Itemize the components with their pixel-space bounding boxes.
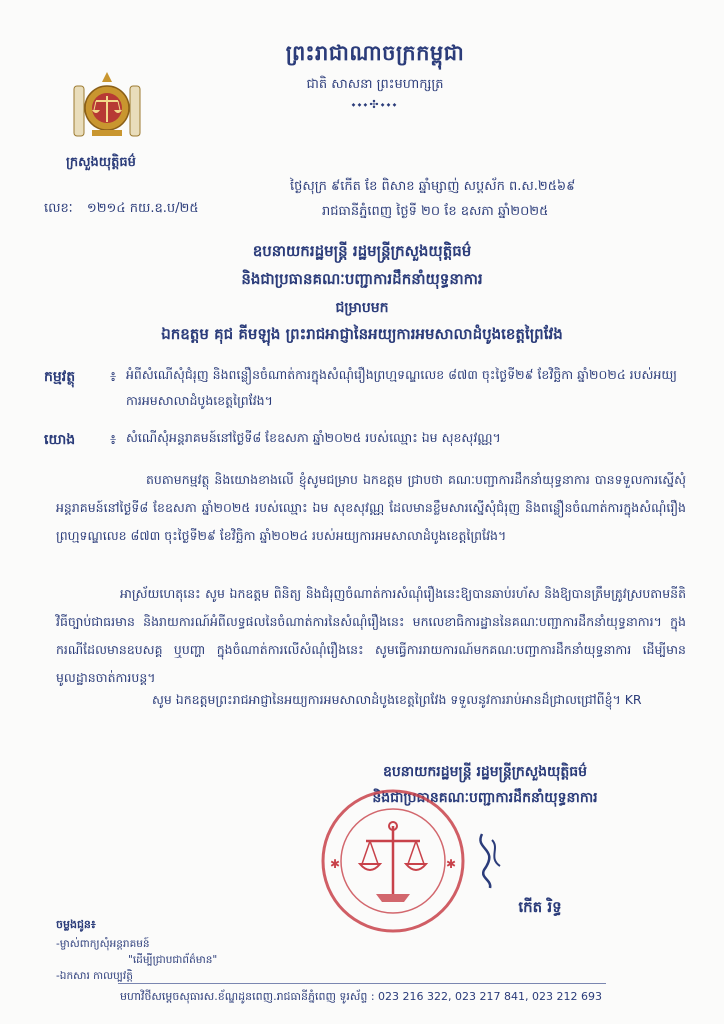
ministry-emblem-icon: [70, 68, 144, 142]
footer-address: មហាវិថីសម្តេចសុធារស.ខ័ណ្ឌដូនពេញ.រាជធានីភ្នំពេញ ទូរស័ព្ទ : 023 216 322, 023 217 841, 023 212 693: [120, 990, 602, 1003]
lunar-date: ថ្ងៃសុក្រ ៩កើត ខែ ពិសាខ ឆ្នាំម្សាញ់ សប្តស័ក ព.ស.២៥៦៩: [290, 179, 576, 194]
svg-text:✱: ✱: [446, 857, 457, 871]
svg-text:✱: ✱: [330, 857, 341, 871]
cc-title: ចម្លងជូន៖: [56, 918, 96, 931]
cc-item-requester: -ម្ចាស់ពាក្យសុំអន្តរាគមន៍: [56, 938, 150, 950]
footer-divider: [118, 983, 606, 984]
signatory-title-1: ឧបនាយករដ្ឋមន្ត្រី រដ្ឋមន្ត្រីក្រសួងយុត្តិធម៌: [382, 764, 587, 780]
reference-number: [44, 200, 274, 219]
sender-title-2: និងជាប្រធានគណៈបញ្ជាការដឹកនាំយុទ្ធនាការ: [241, 270, 483, 288]
kingdom-title: ព្រះរាជាណាចក្រកម្ពុជា: [285, 41, 465, 65]
body-paragraph-3: សូម ឯកឧត្តមព្រះរាជអាជ្ញានៃអយ្យការអមសាលាដំបូងខេត្តព្រៃវែង ទទួលនូវការរាប់អានដ៏ជ្រាលជ្រៅពីខ្ញុំ។ KR: [152, 692, 642, 707]
cc-item-archive: -ឯកសារ កាលប្បវត្តិ: [56, 970, 133, 982]
subject-colon: ៖: [110, 369, 117, 385]
subject-text: អំពីសំណើសុំជំរុញ និងពន្លឿនចំណាត់ការក្នុងសំណុំរឿងព្រហ្មទណ្ឌលេខ ៨៧៣ ចុះថ្ងៃទី២៩ ខែវិច្ឆិកា ឆ្នាំ២០២៤ របស់អយ្យការអមសាលាដំបូងខេត្តព្រៃវែង។: [126, 367, 678, 408]
handwritten-signature-icon: [470, 830, 510, 890]
reference-line-colon: ៖: [110, 432, 117, 448]
body-paragraph-1: តបតាមកម្មវត្ថុ និងយោងខាងលើ ខ្ញុំសូមជម្រាប ឯកឧត្តម ជ្រាបថា គណៈបញ្ជាការដឹកនាំយុទ្ធនាការ បានទទួលការស្នើសុំ អន្តរាគមន៍នៅថ្ងៃទី៨ ខែឧសភា ឆ្នាំ២០២៥ របស់ឈ្មោះ ឯម សុខសុវណ្ណ ដែលមានខ្លឹមសារស្នើសុំជំរុញ និងពន្លឿនចំណាត់ការក្នុងសំណុំរឿងព្រហ្មទណ្ឌលេខ ៨៧៣ ចុះថ្ងៃទី២៩ ខែវិច្ឆិកា ឆ្នាំ២០២៤ របស់អយ្យការអមសាលាដំបូងខេត្តព្រៃវែង។: [56, 472, 686, 543]
body-paragraph-2: អាស្រ័យហេតុនេះ សូម ឯកឧត្តម ពិនិត្យ និងជំរុញចំណាត់ការសំណុំរឿងនេះឱ្យបានឆាប់រហ័ស និងឱ្យបានត្រឹមត្រូវស្របតាមនីតិវិធីច្បាប់ជាធរមាន និងរាយការណ៍អំពីលទ្ធផលនៃចំណាត់ការនៃសំណុំរឿងនេះ មកលេខាធិការដ្ឋាននៃគណៈបញ្ជាការដឹកនាំយុទ្ធនាការ។ ក្នុងករណីដែលមានឧបសគ្គ ឬបញ្ហា ក្នុងចំណាត់ការលើសំណុំរឿងនេះ សូមធ្វើការរាយការណ៍មកគណៈបញ្ជាការដឹកនាំយុទ្ធនាការ ដើម្បីមានមូលដ្ឋានចាត់ការបន្ត។: [56, 586, 686, 685]
national-motto: ជាតិ សាសនា ព្រះមហាក្សត្រ: [306, 77, 444, 92]
reference-label: លេខៈ: [44, 201, 73, 216]
signatory-name: កើត រិទ្ធ: [518, 898, 562, 916]
salutation: ជម្រាបមក: [335, 300, 389, 316]
reference-line-text: សំណើសុំអន្តរាគមន៍នៅថ្ងៃទី៨ ខែឧសភា ឆ្នាំ២០២៥ របស់ឈ្មោះ ឯម សុខសុវណ្ណ។: [126, 430, 501, 445]
reference-value: ១២១៤ កយ.ឧ.ប/២៥: [86, 201, 199, 216]
ministry-name: ក្រសួងយុត្តិធម៌: [66, 155, 136, 170]
reference-line-label: យោង: [44, 432, 76, 448]
recipient-title: ឯកឧត្តម គុជ គីមឡុង ព្រះរាជអាជ្ញានៃអយ្យការអមសាលាដំបូងខេត្តព្រៃវែង: [161, 325, 563, 343]
solar-date: រាជធានីភ្នំពេញ ថ្ងៃទី ២០ ខែ ឧសភា ឆ្នាំ២០២៥: [322, 204, 549, 219]
official-seal-icon: [318, 786, 468, 936]
sender-title-1: ឧបនាយករដ្ឋមន្ត្រី រដ្ឋមន្ត្រីក្រសួងយុត្តិធម៌: [252, 242, 472, 260]
subject-label: កម្មវត្ថុ: [44, 369, 76, 385]
header-ornament: ⬩⬩⬩✣⬩⬩⬩: [351, 98, 399, 111]
cc-item-note: "ដើម្បីជ្រាបជាព័ត៌មាន": [128, 954, 218, 966]
signatory-title-2: និងជាប្រធានគណៈបញ្ជាការដឹកនាំយុទ្ធនាការ: [372, 790, 598, 806]
